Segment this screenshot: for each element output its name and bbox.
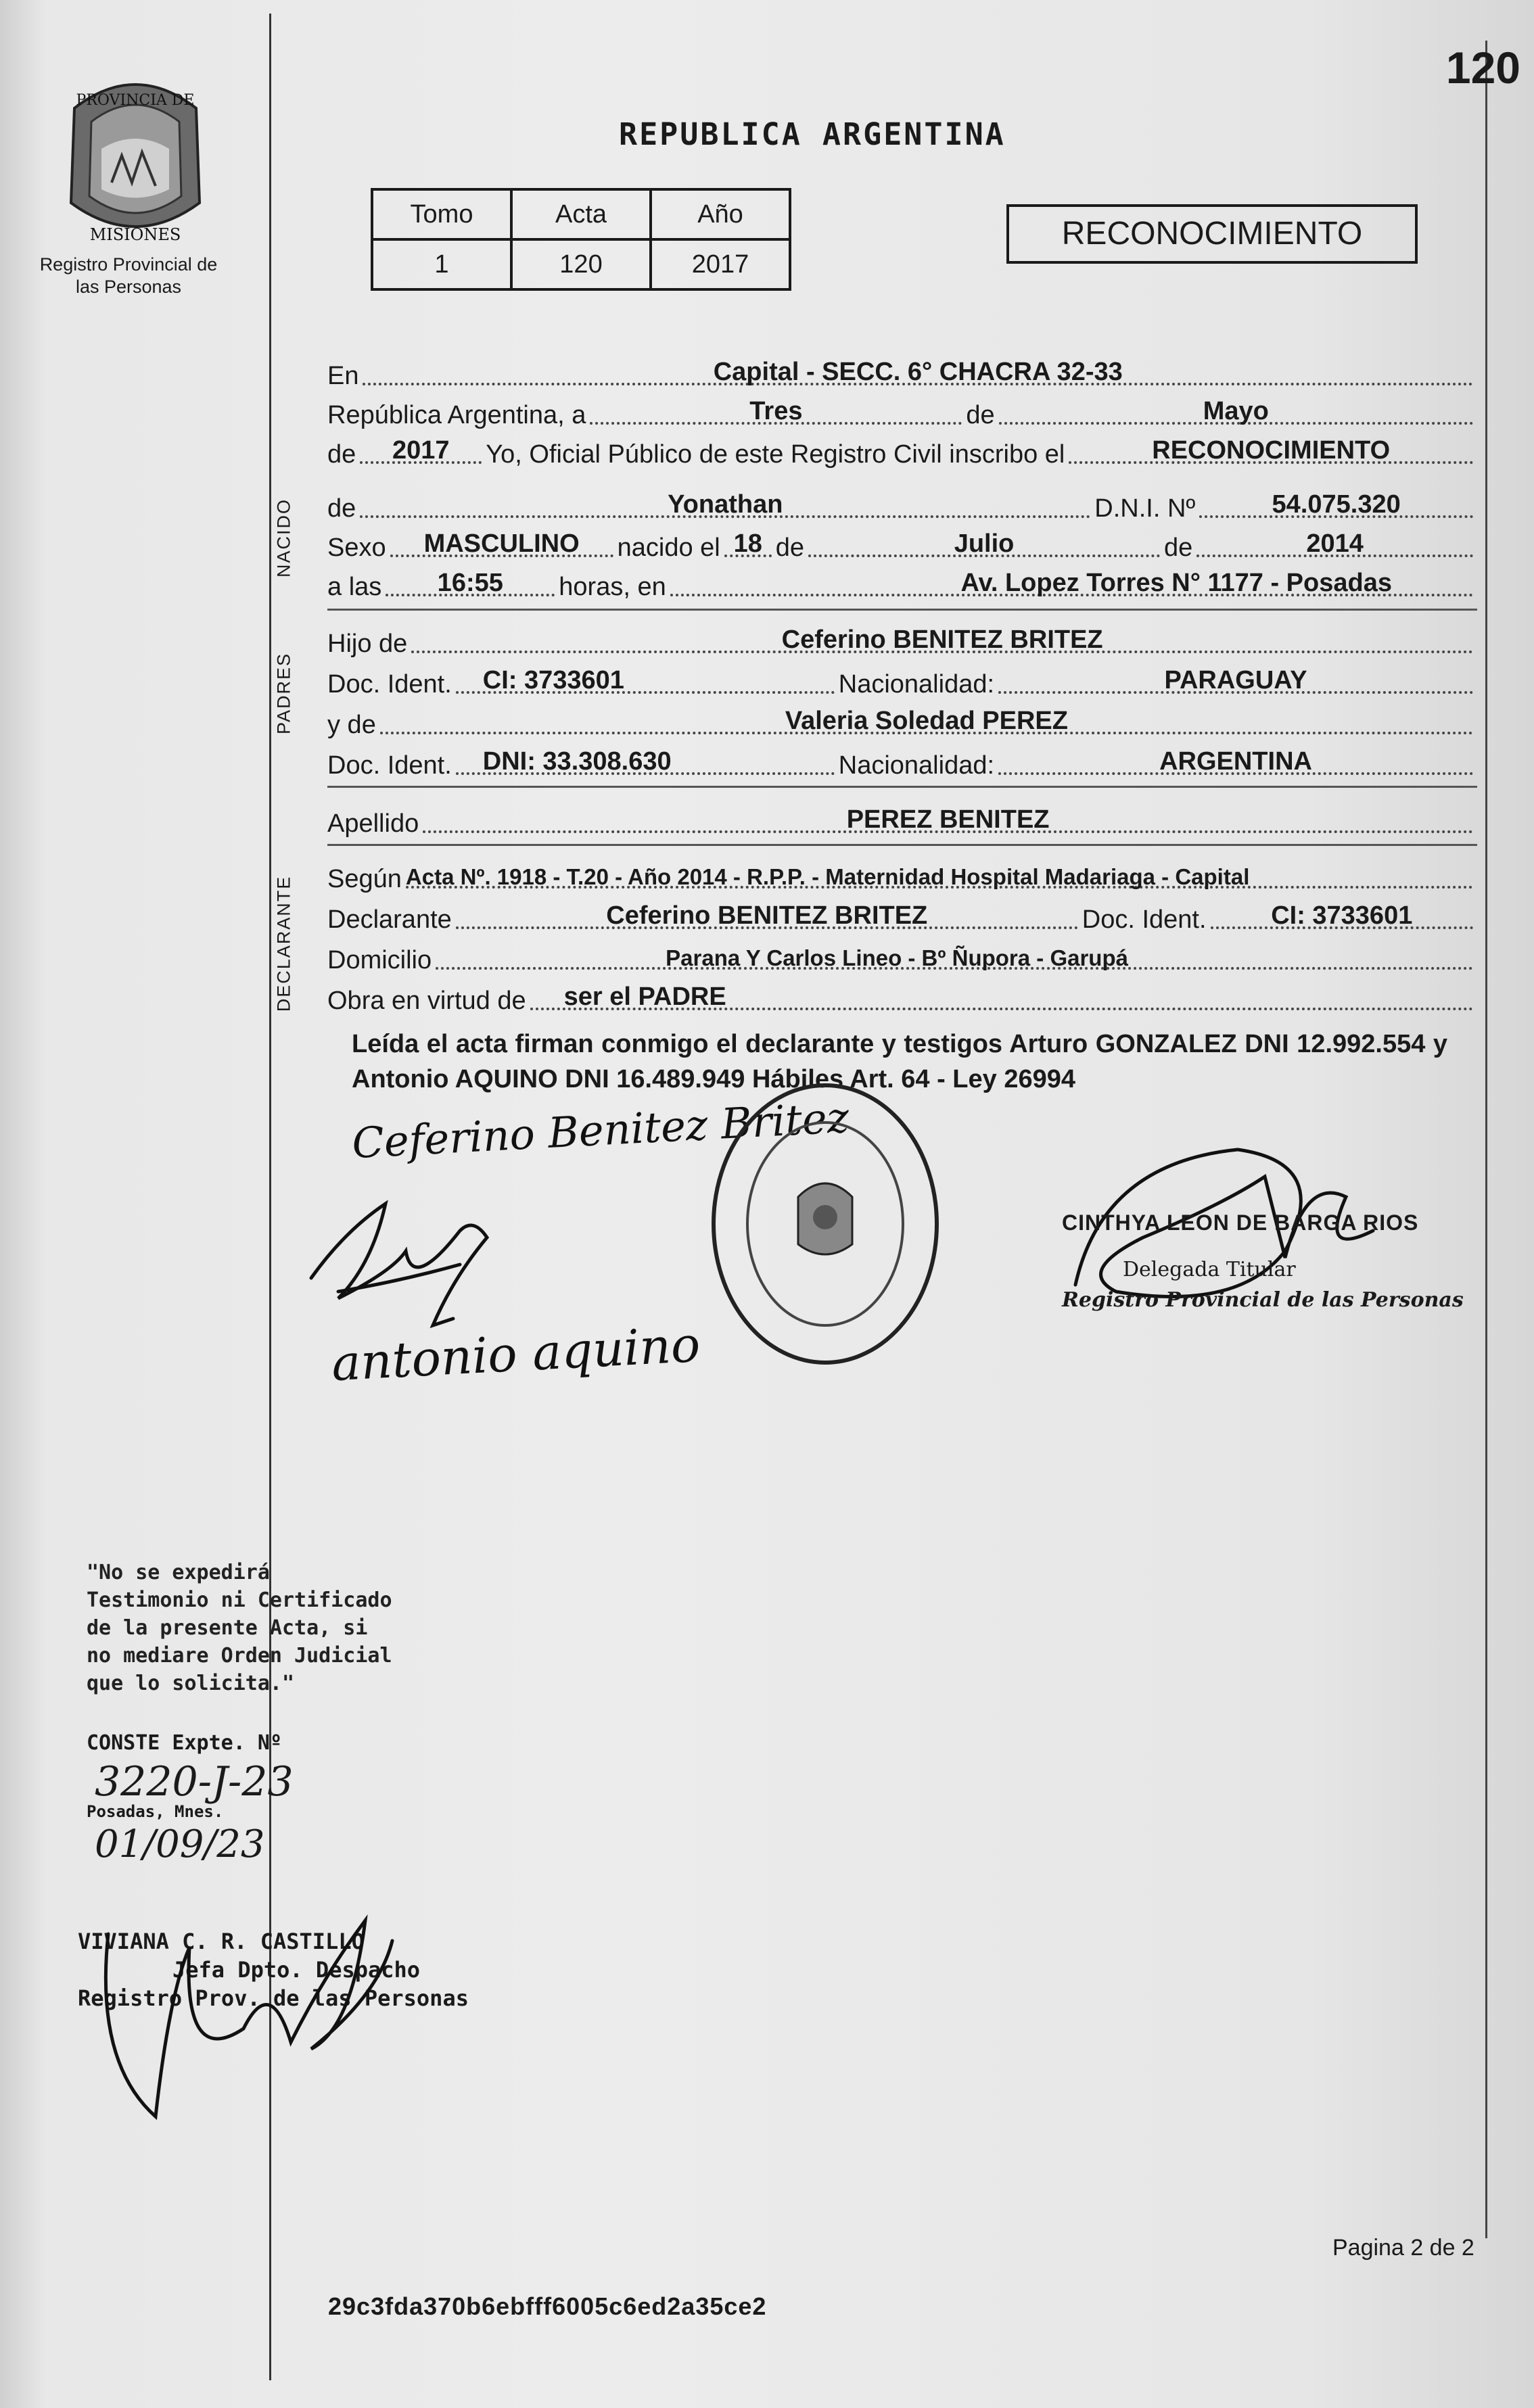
svg-text:PROVINCIA DE: PROVINCIA DE — [76, 92, 195, 109]
value-birth-day: 18 — [733, 529, 762, 558]
label-domicilio: Domicilio — [327, 946, 432, 974]
value-mother-doc: DNI: 33.308.630 — [482, 747, 672, 776]
row-surname — [327, 799, 1477, 839]
tomo-value: 1 — [372, 239, 511, 289]
row-birth-place — [327, 563, 1477, 602]
ano-value: 2017 — [651, 239, 790, 289]
row-father-name — [327, 619, 1477, 659]
row-child-name — [327, 484, 1477, 523]
value-birth-month: Julio — [954, 529, 1015, 558]
row-father-doc — [327, 660, 1477, 699]
label-horas: horas, en — [559, 573, 666, 601]
value-birth-place: Av. Lopez Torres N° 1177 - Posadas — [960, 569, 1392, 597]
label-doc: Doc. Ident. — [327, 751, 452, 780]
notice-date: 01/09/23 — [95, 1822, 265, 1866]
value-capacity: ser el PADRE — [563, 983, 726, 1011]
row-source-act — [327, 855, 1477, 894]
tomo-header: Tomo — [372, 189, 511, 239]
row-place — [327, 352, 1477, 391]
label-nacionalidad: Nacionalidad: — [838, 670, 995, 699]
official-signature-scribble — [1062, 1136, 1441, 1352]
certifier-signature-scribble — [68, 1893, 419, 2150]
country-title: REPUBLICA ARGENTINA — [619, 116, 1006, 152]
label-de: de — [966, 401, 995, 429]
value-source-act: Acta Nº. 1918 - T.20 - Año 2014 - R.P.P. - Maternidad Hospital Madariaga - Capital — [405, 864, 1250, 889]
row-declarant — [327, 895, 1477, 935]
row-mother-name — [327, 701, 1477, 740]
document-type-box: RECONOCIMIENTO — [1006, 204, 1418, 264]
label-a-las: a las — [327, 573, 382, 601]
acta-value: 120 — [511, 239, 651, 289]
label-republica: República Argentina, a — [327, 401, 586, 429]
row-address — [327, 936, 1477, 975]
witness-signature-aquino: antonio aquino — [330, 1315, 702, 1392]
official-name: CINTHYA LEON DE BARGA RIOS — [1062, 1210, 1419, 1235]
acta-header: Acta — [511, 189, 651, 239]
value-sex: MASCULINO — [423, 529, 580, 558]
value-declarant-name: Ceferino BENITEZ BRITEZ — [606, 901, 928, 930]
row-mother-doc — [327, 741, 1477, 780]
document-hash: 29c3fda370b6ebfff6005c6ed2a35ce2 — [328, 2292, 767, 2320]
label-doc: Doc. Ident. — [1082, 905, 1207, 934]
label-sexo: Sexo — [327, 534, 386, 562]
side-label-nacido: NACIDO — [273, 498, 294, 578]
row-date — [327, 391, 1477, 430]
registry-name: Registro Provincial de las Personas — [39, 254, 218, 297]
value-day: Tres — [749, 397, 803, 425]
value-father-name: Ceferino BENITEZ BRITEZ — [781, 625, 1103, 654]
value-child-dni: 54.075.320 — [1272, 490, 1401, 519]
declarant-signature: Ceferino Benitez Britez — [350, 1092, 850, 1168]
label-declarante: Declarante — [327, 905, 452, 934]
value-father-doc: CI: 3733601 — [482, 666, 624, 694]
witness-signature-gonzalez — [298, 1190, 582, 1339]
closing-statement: Leída el acta firman conmigo el declarante y testigos Arturo GONZALEZ DNI 12.992.554 y Antonio AQUINO DNI 16.489.949 Hábiles Art. 64 - Ley 26994 — [352, 1030, 1447, 1093]
row-capacity — [327, 976, 1477, 1016]
value-birth-time: 16:55 — [437, 569, 503, 597]
label-en: En — [327, 362, 359, 390]
value-birth-year: 2014 — [1306, 529, 1364, 558]
row-act-type — [327, 430, 1477, 469]
section-divider — [327, 786, 1477, 788]
misiones-coat-of-arms-logo — [54, 68, 216, 257]
label-hijo: Hijo de — [327, 630, 408, 658]
certifier-office: Registro Prov. de las Personas — [78, 1985, 469, 2011]
section-divider — [327, 844, 1477, 846]
label-inscribo: Yo, Oficial Público de este Registro Civil inscribo el — [486, 440, 1065, 469]
right-margin-rule — [1485, 41, 1487, 2238]
label-de: de — [327, 440, 356, 469]
label-nacionalidad: Nacionalidad: — [838, 751, 995, 780]
expediente-number: 3220-J-23 — [95, 1758, 294, 1805]
value-surname: PEREZ BENITEZ — [846, 805, 1050, 834]
label-apellido: Apellido — [327, 809, 419, 838]
label-de: de — [775, 534, 805, 562]
value-declarant-doc: CI: 3733601 — [1271, 901, 1413, 930]
side-label-declarante: DECLARANTE — [273, 875, 294, 1012]
row-sex-birth-date — [327, 523, 1477, 563]
label-de: de — [1164, 534, 1193, 562]
issuance-notice: "No se expedirá Testimonio ni Certificado de la presente Acta, si no mediare Orden Judicial que lo solicita." — [87, 1561, 392, 1695]
official-office: Registro Provincial de las Personas — [1062, 1288, 1464, 1312]
value-mother-name: Valeria Soledad PEREZ — [785, 707, 1068, 735]
value-act-type: RECONOCIMIENTO — [1152, 436, 1391, 465]
label-y-de: y de — [327, 711, 376, 739]
value-child-name: Yonathan — [668, 490, 783, 519]
label-nacido: nacido el — [617, 534, 720, 562]
conste-label: CONSTE Expte. Nº — [87, 1731, 282, 1755]
label-dni: D.N.I. Nº — [1094, 494, 1196, 523]
official-title: Delegada Titular — [1123, 1258, 1296, 1281]
label-doc: Doc. Ident. — [327, 670, 452, 699]
label-segun: Según — [327, 865, 402, 893]
svg-text:MISIONES: MISIONES — [89, 225, 181, 244]
side-label-padres: PADRES — [273, 652, 294, 735]
pagination: Pagina 2 de 2 — [1332, 2235, 1474, 2261]
volume-table — [371, 188, 791, 291]
ano-header: Año — [651, 189, 790, 239]
posadas-label: Posadas, Mnes. — [87, 1802, 224, 1821]
certifier-title: Jefa Dpto. Despacho — [172, 1957, 421, 1983]
label-obra: Obra en virtud de — [327, 987, 526, 1015]
value-father-nationality: PARAGUAY — [1164, 666, 1307, 694]
value-mother-nationality: ARGENTINA — [1159, 747, 1312, 776]
certifier-name: VIVIANA C. R. CASTILLO — [78, 1929, 365, 1954]
registry-oval-stamp — [703, 1075, 947, 1373]
section-divider — [327, 609, 1477, 611]
value-place: Capital - SECC. 6° CHACRA 32-33 — [713, 358, 1123, 386]
value-month: Mayo — [1203, 397, 1269, 425]
page-number: 120 — [1445, 43, 1520, 93]
value-address: Parana Y Carlos Lineo - Bº Ñupora - Garupá — [666, 945, 1128, 970]
label-child-de: de — [327, 494, 356, 523]
value-year: 2017 — [392, 436, 450, 465]
